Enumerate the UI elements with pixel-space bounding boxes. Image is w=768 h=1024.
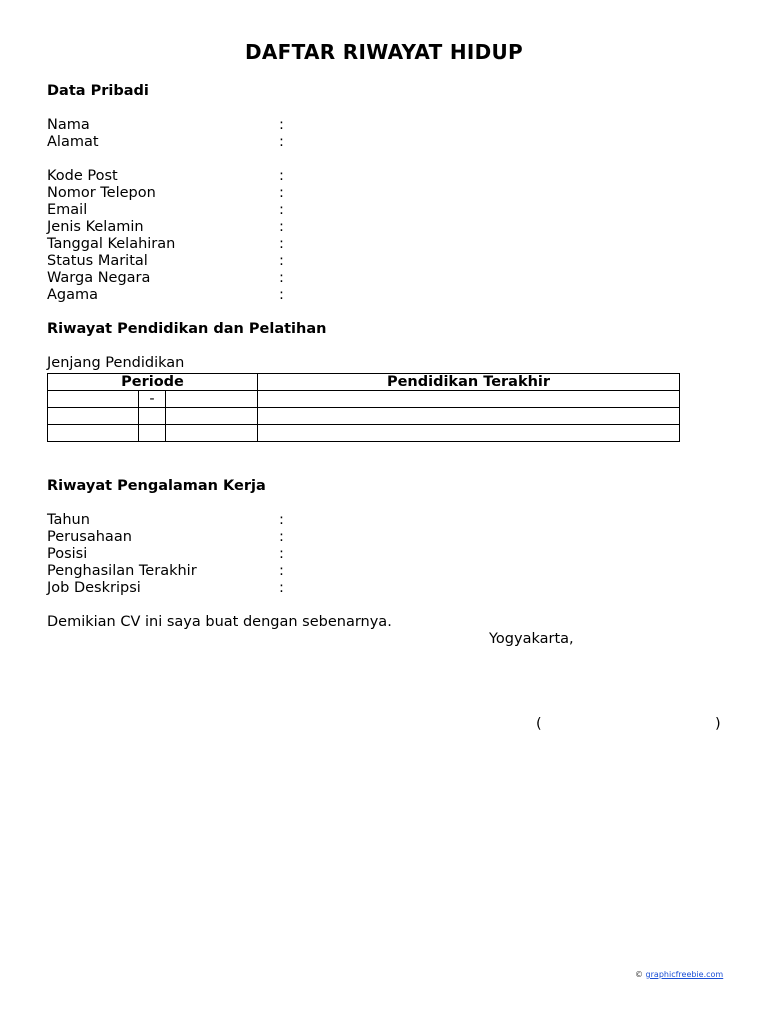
footer-link[interactable]: graphicfreebie.com <box>645 970 724 979</box>
work-heading: Riwayat Pengalaman Kerja <box>47 478 266 494</box>
personal-fields-group-1 <box>47 117 347 151</box>
field-label: Job Deskripsi <box>47 580 141 596</box>
personal-data-heading: Data Pribadi <box>47 83 149 99</box>
field-row-email <box>47 202 347 219</box>
field-colon: : <box>279 134 284 150</box>
footer-credit <box>635 970 723 979</box>
field-colon: : <box>279 546 284 562</box>
field-label: Alamat <box>47 134 99 150</box>
field-row-agama <box>47 287 347 304</box>
education-subheading: Jenjang Pendidikan <box>47 355 185 371</box>
field-colon: : <box>279 253 284 269</box>
table-cell <box>48 391 139 408</box>
field-colon: : <box>279 185 284 201</box>
table-header-row <box>48 374 680 391</box>
field-label: Tanggal Kelahiran <box>47 236 176 252</box>
field-colon: : <box>279 270 284 286</box>
field-colon: : <box>279 168 284 184</box>
table-cell <box>48 408 139 425</box>
signature-place: Yogyakarta, <box>489 631 574 647</box>
page-title: DAFTAR RIWAYAT HIDUP <box>244 40 524 64</box>
field-colon: : <box>279 512 284 528</box>
field-colon: : <box>279 580 284 596</box>
field-row-kode-post <box>47 168 347 185</box>
field-colon: : <box>279 236 284 252</box>
field-label: Nama <box>47 117 90 133</box>
table-cell <box>48 425 139 442</box>
field-colon: : <box>279 563 284 579</box>
header-pendidikan-terakhir: Pendidikan Terakhir <box>258 374 680 391</box>
field-label: Perusahaan <box>47 529 132 545</box>
table-row <box>48 425 680 442</box>
education-table <box>47 373 680 442</box>
signature-close-paren: ) <box>715 716 721 732</box>
table-cell <box>166 408 258 425</box>
table-cell: - <box>139 391 166 408</box>
table-cell <box>166 391 258 408</box>
field-colon: : <box>279 219 284 235</box>
field-label: Tahun <box>47 512 90 528</box>
field-label: Posisi <box>47 546 88 562</box>
table-cell <box>139 425 166 442</box>
table-cell <box>139 408 166 425</box>
field-row-tanggal-kelahiran <box>47 236 347 253</box>
field-label: Agama <box>47 287 99 303</box>
field-row-penghasilan-terakhir <box>47 563 347 580</box>
field-row-job-deskripsi <box>47 580 347 597</box>
education-heading: Riwayat Pendidikan dan Pelatihan <box>47 321 327 337</box>
field-label: Jenis Kelamin <box>47 219 144 235</box>
field-row-alamat <box>47 134 347 151</box>
field-colon: : <box>279 117 284 133</box>
field-label: Penghasilan Terakhir <box>47 563 197 579</box>
field-row-warga-negara <box>47 270 347 287</box>
field-label: Warga Negara <box>47 270 151 286</box>
field-label: Kode Post <box>47 168 118 184</box>
field-label: Nomor Telepon <box>47 185 156 201</box>
field-row-posisi <box>47 546 347 563</box>
closing-statement: Demikian CV ini saya buat dengan sebenarnya. <box>47 614 392 630</box>
field-colon: : <box>279 202 284 218</box>
header-periode: Periode <box>48 374 258 391</box>
field-row-status-marital <box>47 253 347 270</box>
table-row <box>48 391 680 408</box>
work-fields <box>47 512 347 597</box>
field-row-jenis-kelamin <box>47 219 347 236</box>
field-row-nama <box>47 117 347 134</box>
field-label: Email <box>47 202 88 218</box>
field-colon: : <box>279 529 284 545</box>
table-cell <box>258 425 680 442</box>
field-label: Status Marital <box>47 253 148 269</box>
copyright-icon: © <box>635 970 643 979</box>
field-row-tahun <box>47 512 347 529</box>
signature-open-paren: ( <box>536 716 542 732</box>
field-row-perusahaan <box>47 529 347 546</box>
table-cell <box>166 425 258 442</box>
table-cell <box>258 391 680 408</box>
field-row-nomor-telepon <box>47 185 347 202</box>
table-cell <box>258 408 680 425</box>
table-row <box>48 408 680 425</box>
personal-fields-group-2 <box>47 168 347 304</box>
field-colon: : <box>279 287 284 303</box>
